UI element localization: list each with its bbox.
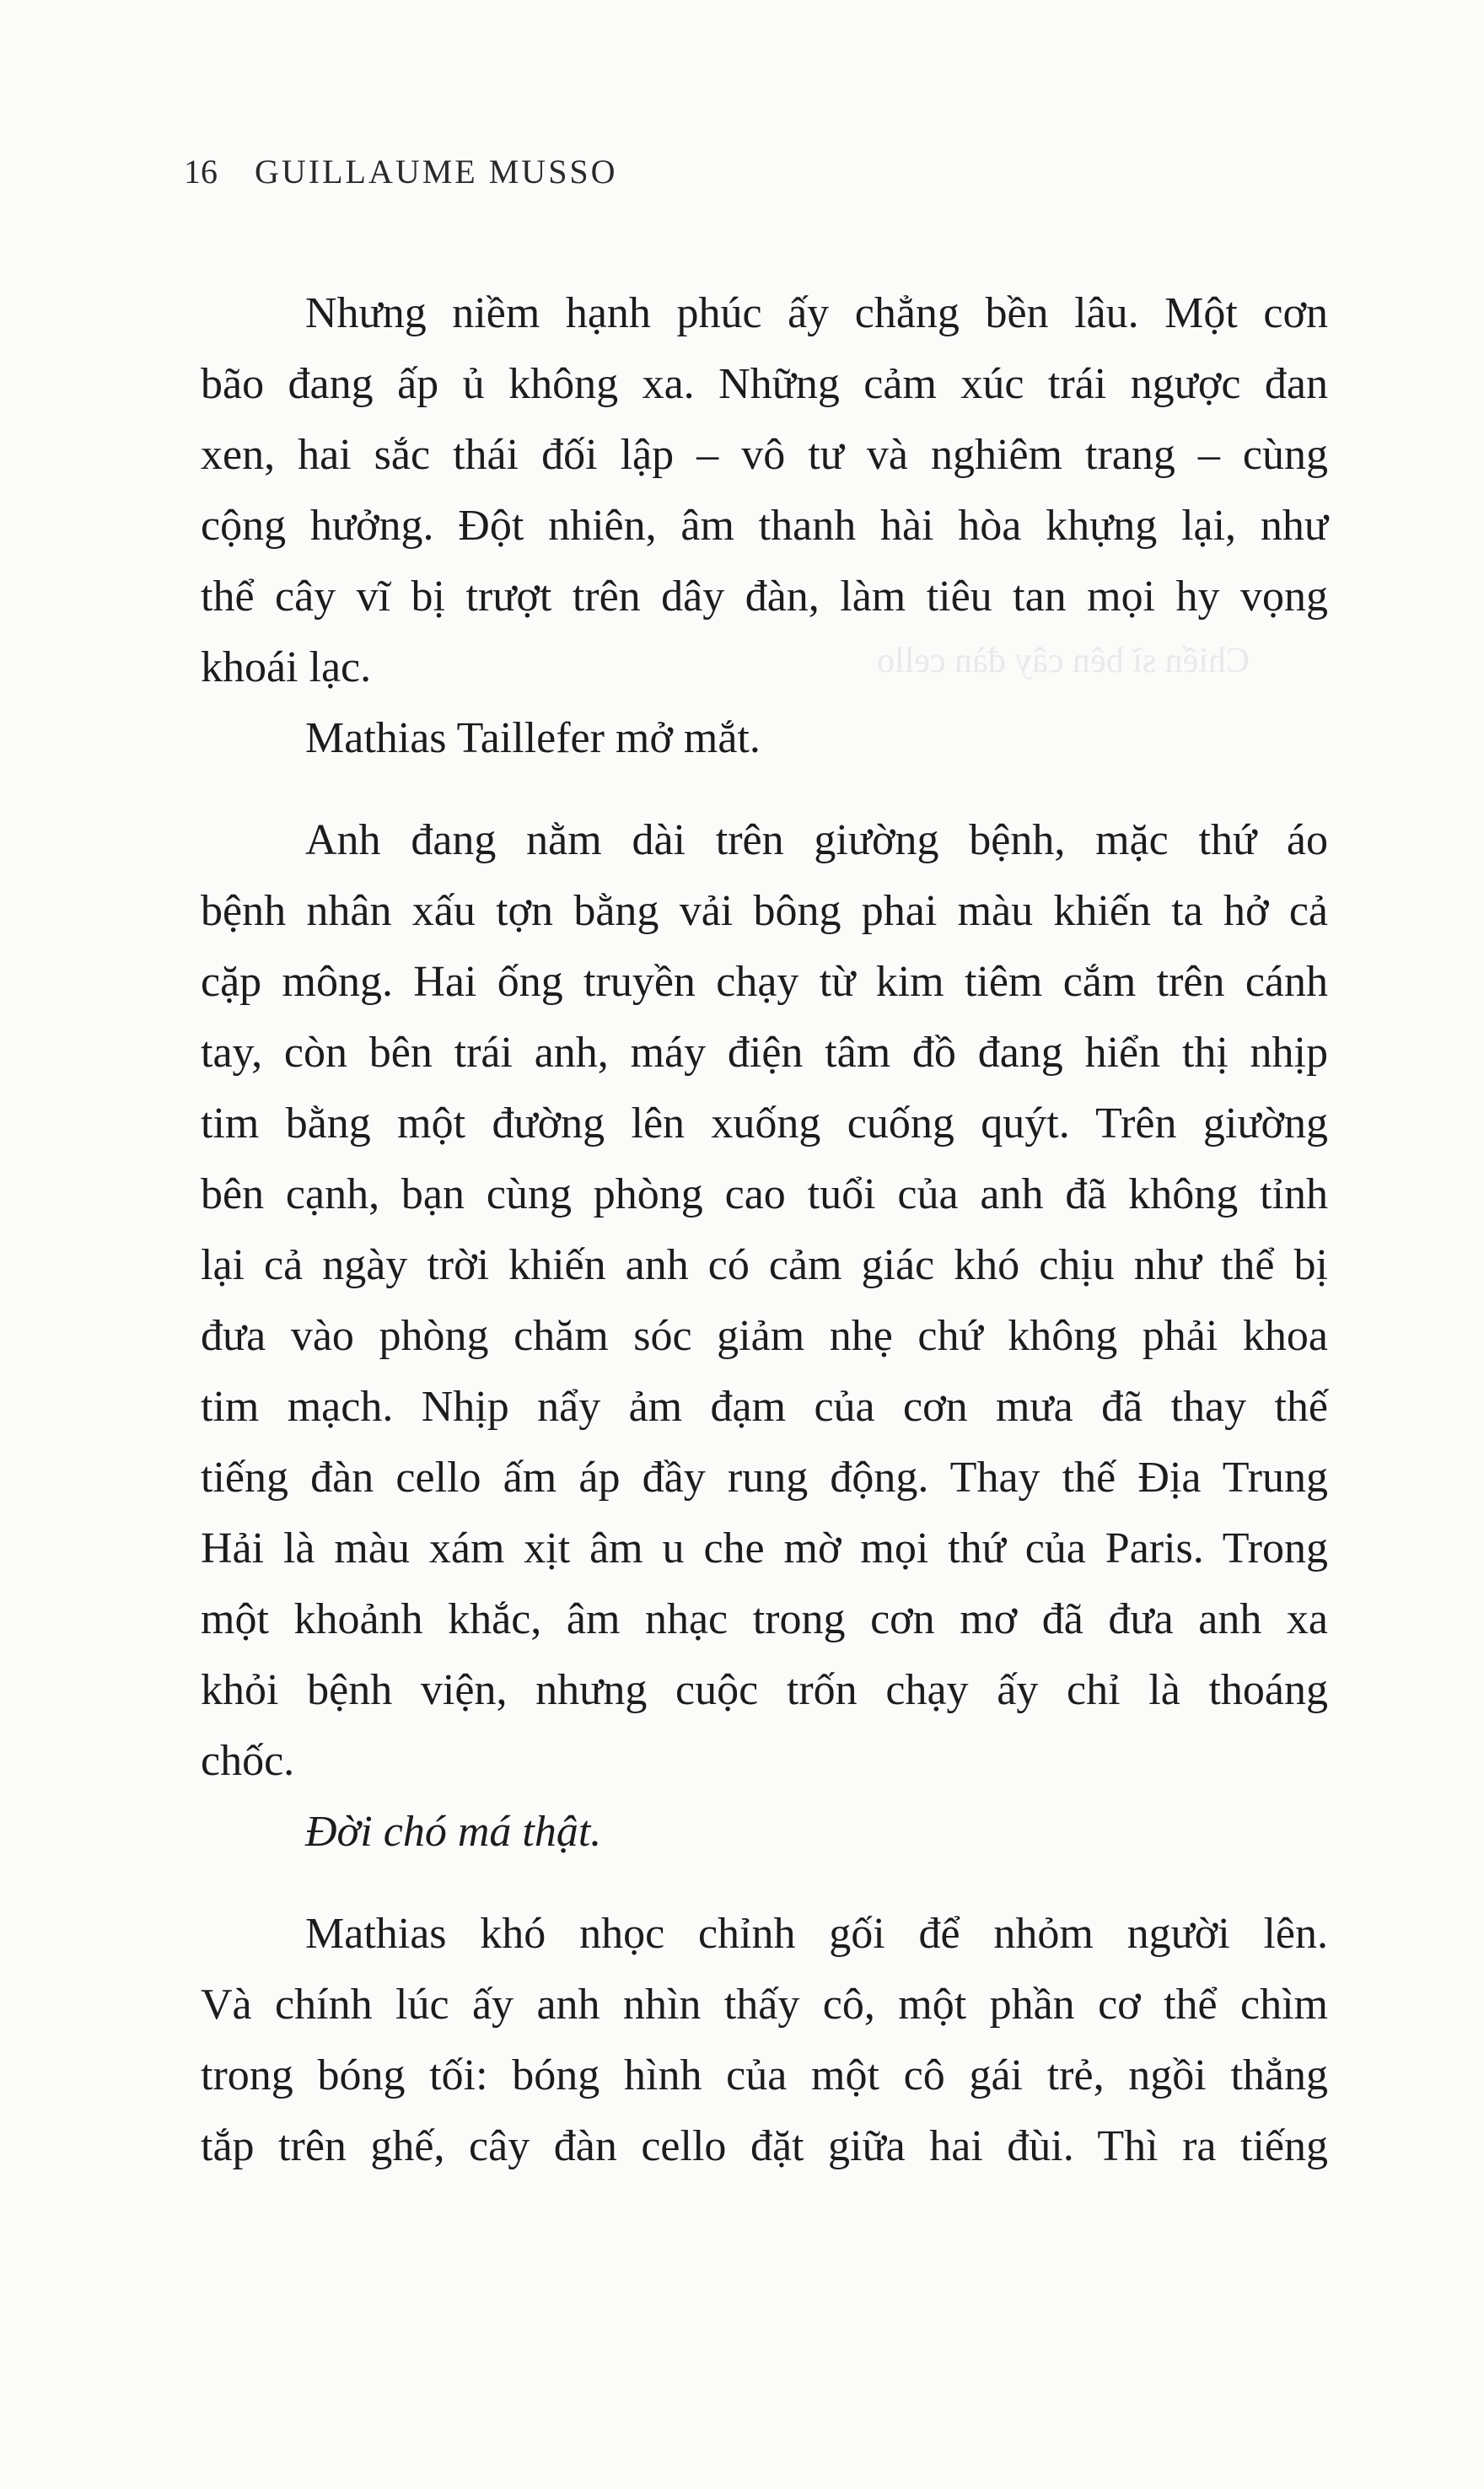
text-line: một khoảnh khắc, âm nhạc trong cơn mơ đã đưa anh xa <box>201 1595 1328 1643</box>
text-line: trong bóng tối: bóng hình của một cô gái trẻ, ngồi thẳng <box>201 2051 1328 2099</box>
text-line: lại cả ngày trời khiến anh có cảm giác khó chịu như thể bị <box>201 1241 1328 1289</box>
text-line: chốc. <box>201 1737 295 1785</box>
text-line: đưa vào phòng chăm sóc giảm nhẹ chứ không phải khoa <box>201 1312 1328 1360</box>
author-name: GUILLAUME MUSSO <box>255 153 618 191</box>
text-line: thể cây vĩ bị trượt trên dây đàn, làm tiêu tan mọi hy vọng <box>201 573 1328 621</box>
text-line: xen, hai sắc thái đối lập – vô tư và nghiêm trang – cùng <box>201 431 1328 479</box>
text-line: Mathias khó nhọc chỉnh gối để nhỏm người lên. <box>305 1910 1328 1958</box>
text-line: bên cạnh, bạn cùng phòng cao tuổi của anh đã không tỉnh <box>201 1170 1328 1218</box>
text-line: tắp trên ghế, cây đàn cello đặt giữa hai đùi. Thì ra tiếng <box>201 2122 1328 2170</box>
text-line: tim bằng một đường lên xuống cuống quýt. Trên giường <box>201 1099 1328 1148</box>
page-number: 16 <box>184 153 218 191</box>
text-line: tiếng đàn cello ấm áp đầy rung động. Thay thế Địa Trung <box>201 1454 1328 1502</box>
text-line: Anh đang nằm dài trên giường bệnh, mặc thứ áo <box>305 816 1328 864</box>
text-line: tim mạch. Nhịp nẩy ảm đạm của cơn mưa đã thay thế <box>201 1383 1328 1431</box>
text-line: Mathias Taillefer mở mắt. <box>305 714 761 762</box>
text-line: bão đang ấp ủ không xa. Những cảm xúc trái ngược đan <box>201 360 1328 408</box>
text-line: bệnh nhân xấu tợn bằng vải bông phai màu khiến ta hở cả <box>201 887 1328 935</box>
running-head <box>184 152 618 191</box>
text-line: cặp mông. Hai ống truyền chạy từ kim tiêm cắm trên cánh <box>201 958 1328 1006</box>
text-line: Hải là màu xám xịt âm u che mờ mọi thứ của Paris. Trong <box>201 1524 1328 1572</box>
text-line-italic: Đời chó má thật. <box>305 1808 602 1856</box>
text-line: khỏi bệnh viện, nhưng cuộc trốn chạy ấy chỉ là thoáng <box>201 1666 1328 1714</box>
text-line: tay, còn bên trái anh, máy điện tâm đồ đang hiển thị nhịp <box>201 1029 1328 1077</box>
bleed-through-heading: Chiến sĩ bên cây đàn cello <box>877 642 1250 680</box>
text-line: khoái lạc. <box>201 643 372 691</box>
text-line: cộng hưởng. Đột nhiên, âm thanh hài hòa khựng lại, như <box>201 502 1328 550</box>
text-line: Và chính lúc ấy anh nhìn thấy cô, một phần cơ thể chìm <box>201 1981 1328 2029</box>
text-line: Nhưng niềm hạnh phúc ấy chẳng bền lâu. Một cơn <box>305 289 1328 337</box>
